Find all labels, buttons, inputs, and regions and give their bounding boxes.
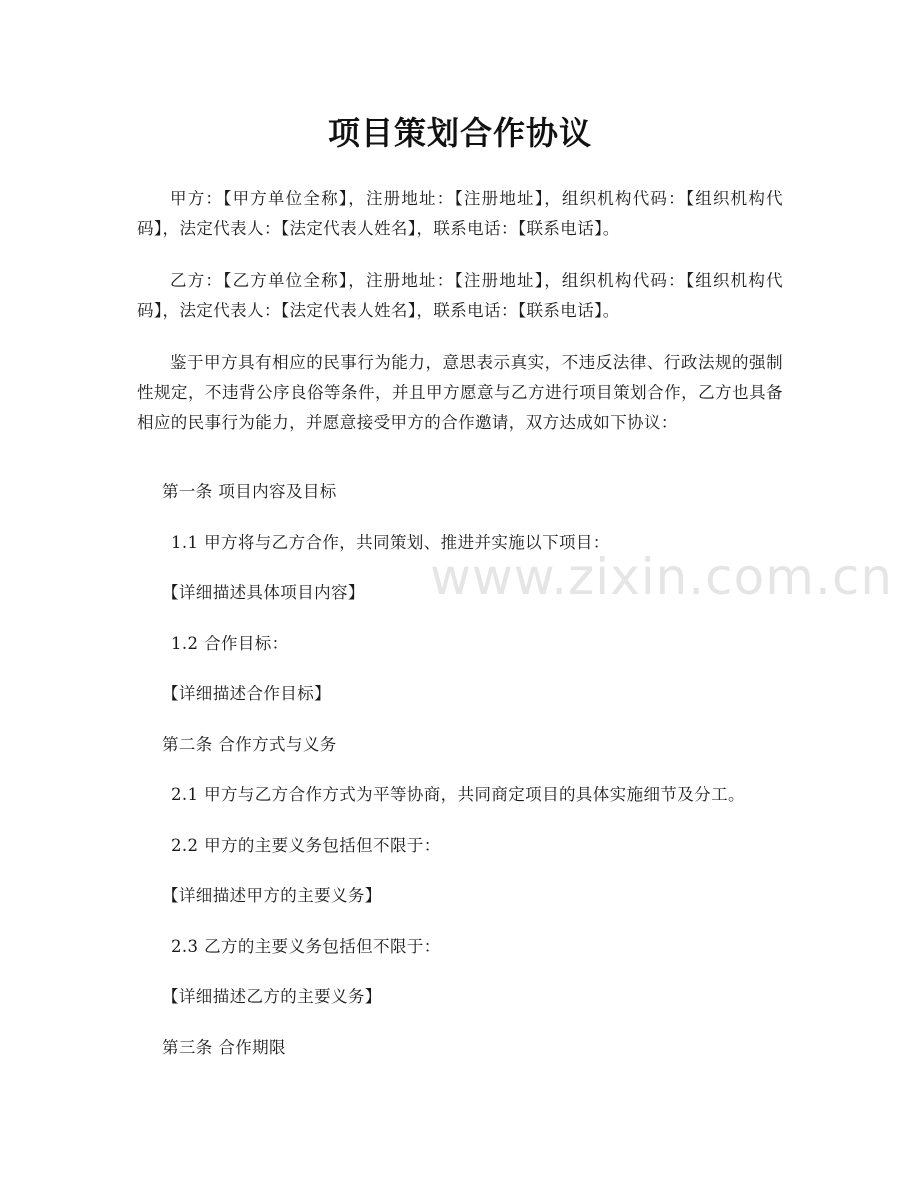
clause-heading: 第二条 合作方式与义务 [162, 735, 337, 754]
clause-heading: 第一条 项目内容及目标 [162, 482, 337, 501]
clause-list [137, 0, 783, 1191]
clause-line: 2.1 甲方与乙方合作方式为平等协商，共同商定项目的具体实施细节及分工。 [171, 785, 745, 804]
clause-line: 1.1 甲方将与乙方合作，共同策划、推进并实施以下项目： [171, 533, 610, 552]
clause-placeholder: 【详细描述乙方的主要义务】 [162, 987, 382, 1006]
clause-placeholder: 【详细描述合作目标】 [162, 684, 331, 703]
clause-line: 2.2 甲方的主要义务包括但不限于： [171, 836, 441, 855]
document-title: 项目策划合作协议 [327, 114, 592, 152]
watermark: www.zixin.com.cn [430, 548, 894, 606]
clause-placeholder: 【详细描述甲方的主要义务】 [162, 886, 382, 905]
clause-line: 1.2 合作目标： [171, 634, 289, 653]
clause-heading: 第三条 合作期限 [162, 1038, 286, 1057]
preamble-paragraph: 鉴于甲方具有相应的民事行为能力，意思表示真实，不违反法律、行政法规的强制性规定，不违背公序良俗等条件，并且甲方愿意与乙方进行项目策划合作，乙方也具备相应的民事行为能力，并愿意接受甲方的合作邀请，双方达成如下协议： [137, 353, 783, 432]
party-a-paragraph: 甲方：【甲方单位全称】，注册地址：【注册地址】，组织机构代码：【组织机构代码】，法定代表人：【法定代表人姓名】，联系电话：【联系电话】。 [137, 189, 783, 238]
clause-line: 2.3 乙方的主要义务包括但不限于： [171, 937, 441, 956]
clause-placeholder: 【详细描述具体项目内容】 [162, 583, 365, 602]
party-b-paragraph: 乙方：【乙方单位全称】，注册地址：【注册地址】，组织机构代码：【组织机构代码】，法定代表人：【法定代表人姓名】，联系电话：【联系电话】。 [137, 271, 783, 320]
